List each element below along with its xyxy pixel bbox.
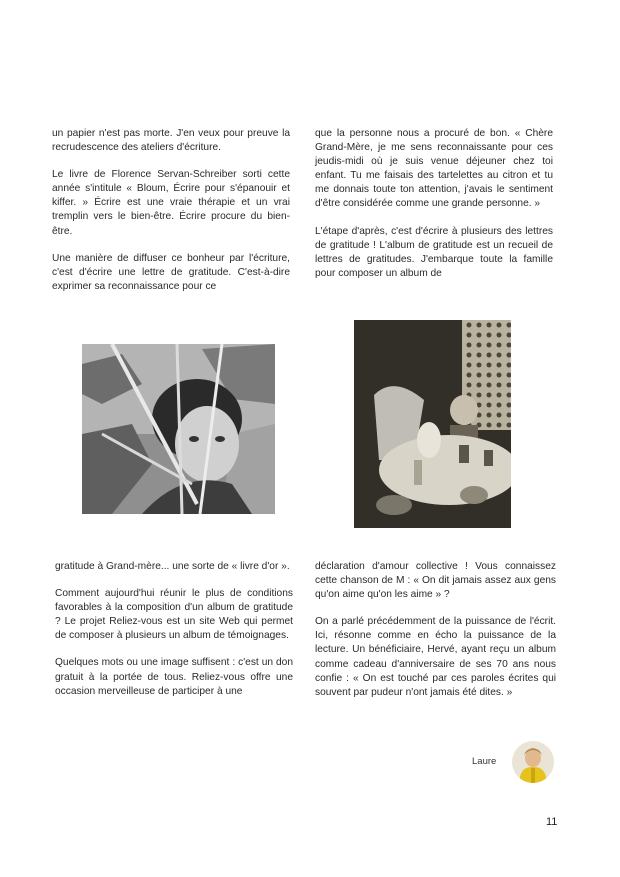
paragraph: L'étape d'après, c'est d'écrire à plusieurs des lettres de gratitude ! L'album de gratitude est un recueil de lettres de gratitudes. J'embarque toute la famille pour composer un album de xyxy=(315,225,553,279)
text-column-1 xyxy=(52,127,290,307)
paragraph: gratitude à Grand-mère... une sorte de « livre d'or ». xyxy=(55,561,290,572)
paragraph: Le livre de Florence Servan-Schreiber sorti cette année s'intitule « Bloum, Écrire pour s'épanouir et kiffer. » Écrire est une vraie thérapie et un vrai tremplin vers le bien-être. Écrire procure du bien-être. xyxy=(52,169,290,237)
page-number: 11 xyxy=(546,816,558,828)
paragraph: On a parlé précédemment de la puissance de l'écrit. Ici, résonne comme en écho la puissance de la lecture. Un bénéficiaire, Hervé, ayant reçu un album comme cadeau d'anniversaire de ses 70 ans nous confie : « On est touché par ces paroles écrites qui souvent par pudeur n'ont jamais été dites. » xyxy=(315,616,556,698)
paragraph: Quelques mots ou une image suffisent : c'est un don gratuit à la portée de tous. Reliez-vous offre une occasion merveilleuse de participer à une xyxy=(55,657,293,697)
author-name: Laure xyxy=(472,756,497,767)
paragraph: Comment aujourd'hui réunir le plus de conditions favorables à la composition d'un album de gratitude ? Le projet Reliez-vous est un site Web qui permet de composer à plusieurs un album de témoignages. xyxy=(55,588,293,642)
photo-child-at-birthday-table xyxy=(354,320,511,528)
text-column-2 xyxy=(315,127,553,294)
photo-child-with-sticks xyxy=(82,344,275,514)
text-column-3 xyxy=(55,560,293,712)
author-avatar xyxy=(512,741,554,783)
paragraph: un papier n'est pas morte. J'en veux pour preuve la recrudescence des ateliers d'écriture. xyxy=(52,128,290,154)
paragraph: déclaration d'amour collective ! Vous connaissez cette chanson de M : « On dit jamais assez aux gens qu'on aime qu'on les aime » ? xyxy=(315,561,556,601)
paragraph: Une manière de diffuser ce bonheur par l'écriture, c'est d'écrire une lettre de gratitude. C'est-à-dire exprimer sa reconnaissance pour ce xyxy=(52,252,290,292)
text-column-4 xyxy=(315,560,556,713)
paragraph: que la personne nous a procuré de bon. « Chère Grand-Mère, je me sens reconnaissante pour ces jeudis-midi où je suis venue déjeuner chez toi enfant. Tu me faisais des tartelettes au citron et tu me donnais toute ton attention, j'avais le sentiment d'être considérée comme une grande personne. » xyxy=(315,128,553,210)
